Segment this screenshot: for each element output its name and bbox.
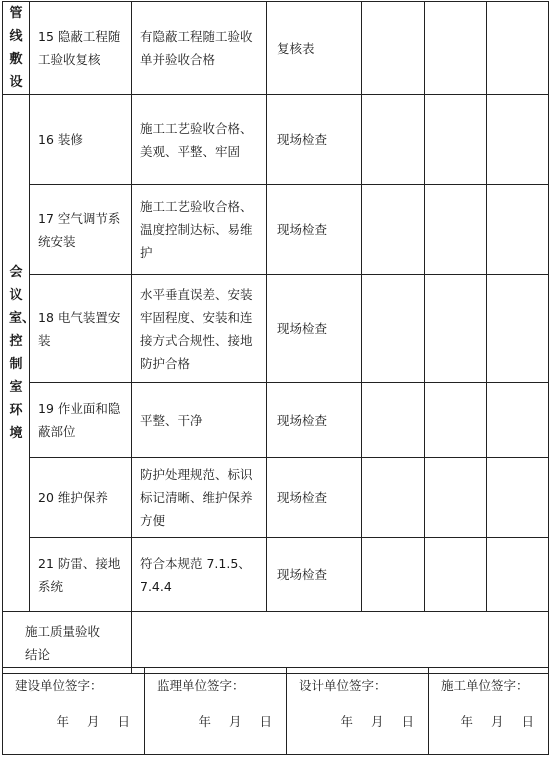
blank-cell bbox=[362, 185, 425, 275]
method-cell: 现场检查 bbox=[267, 185, 362, 275]
signature-table bbox=[2, 667, 549, 755]
blank-cell bbox=[362, 2, 425, 95]
item-cell: 18 电气装置安装 bbox=[30, 275, 132, 383]
table-row bbox=[3, 275, 549, 383]
blank-cell bbox=[487, 383, 549, 458]
table-row bbox=[3, 185, 549, 275]
requirement-cell: 施工工艺验收合格、温度控制达标、易维护 bbox=[132, 185, 267, 275]
requirement-cell: 施工工艺验收合格、美观、平整、牢固 bbox=[132, 95, 267, 185]
method-cell: 现场检查 bbox=[267, 95, 362, 185]
blank-cell bbox=[487, 275, 549, 383]
method-cell: 现场检查 bbox=[267, 383, 362, 458]
acceptance-table bbox=[2, 1, 549, 674]
signature-cell-design bbox=[287, 668, 429, 755]
blank-cell bbox=[487, 458, 549, 538]
conclusion-label: 施工质量验收结论 bbox=[3, 612, 132, 674]
blank-cell bbox=[425, 2, 487, 95]
blank-cell bbox=[362, 538, 425, 612]
item-cell: 16 装修 bbox=[30, 95, 132, 185]
category-cell bbox=[3, 95, 36, 612]
category-label: 管线敷设 bbox=[9, 6, 23, 90]
item-cell: 21 防雷、接地系统 bbox=[30, 538, 132, 612]
item-cell: 15 隐蔽工程随工验收复核 bbox=[30, 2, 132, 95]
signature-date: 年 月 日 bbox=[460, 714, 534, 729]
conclusion-row bbox=[3, 612, 549, 674]
blank-cell bbox=[425, 383, 487, 458]
category-cell bbox=[3, 2, 30, 95]
requirement-cell: 水平垂直误差、安装牢固程度、安装和连接方式合规性、接地防护合格 bbox=[132, 275, 267, 383]
signature-cell-supervision bbox=[145, 668, 287, 755]
signature-date: 年 月 日 bbox=[56, 714, 130, 729]
signature-date: 年 月 日 bbox=[198, 714, 272, 729]
requirement-cell: 防护处理规范、标识标记清晰、维护保养方便 bbox=[132, 458, 267, 538]
item-cell: 19 作业面和隐蔽部位 bbox=[30, 383, 132, 458]
method-cell: 现场检查 bbox=[267, 538, 362, 612]
blank-cell bbox=[425, 538, 487, 612]
table-row bbox=[3, 458, 549, 538]
blank-cell bbox=[487, 2, 549, 95]
signature-cell-contractor bbox=[429, 668, 549, 755]
category-label: 会议室、控制室环境 bbox=[9, 265, 36, 441]
signature-row bbox=[3, 668, 549, 755]
signature-label: 设计单位签字： bbox=[299, 678, 387, 693]
blank-cell bbox=[425, 95, 487, 185]
signature-label: 监理单位签字： bbox=[157, 678, 245, 693]
blank-cell bbox=[425, 185, 487, 275]
table-row bbox=[3, 2, 549, 95]
requirement-cell: 有隐蔽工程随工验收单并验收合格 bbox=[132, 2, 267, 95]
method-cell: 复核表 bbox=[267, 2, 362, 95]
blank-cell bbox=[362, 458, 425, 538]
item-cell: 20 维护保养 bbox=[30, 458, 132, 538]
requirement-cell: 符合本规范 7.1.5、7.4.4 bbox=[132, 538, 267, 612]
method-cell: 现场检查 bbox=[267, 275, 362, 383]
conclusion-value bbox=[132, 612, 549, 674]
blank-cell bbox=[425, 275, 487, 383]
signature-label: 建设单位签字： bbox=[15, 678, 103, 693]
blank-cell bbox=[362, 383, 425, 458]
blank-cell bbox=[362, 95, 425, 185]
table-row bbox=[3, 95, 549, 185]
signature-cell-construction bbox=[3, 668, 145, 755]
table-row bbox=[3, 383, 549, 458]
item-cell: 17 空气调节系统安装 bbox=[30, 185, 132, 275]
blank-cell bbox=[487, 538, 549, 612]
signature-label: 施工单位签字： bbox=[441, 678, 529, 693]
table-row bbox=[3, 538, 549, 612]
blank-cell bbox=[487, 95, 549, 185]
requirement-cell: 平整、干净 bbox=[132, 383, 267, 458]
signature-date: 年 月 日 bbox=[340, 714, 414, 729]
blank-cell bbox=[425, 458, 487, 538]
blank-cell bbox=[362, 275, 425, 383]
method-cell: 现场检查 bbox=[267, 458, 362, 538]
blank-cell bbox=[487, 185, 549, 275]
